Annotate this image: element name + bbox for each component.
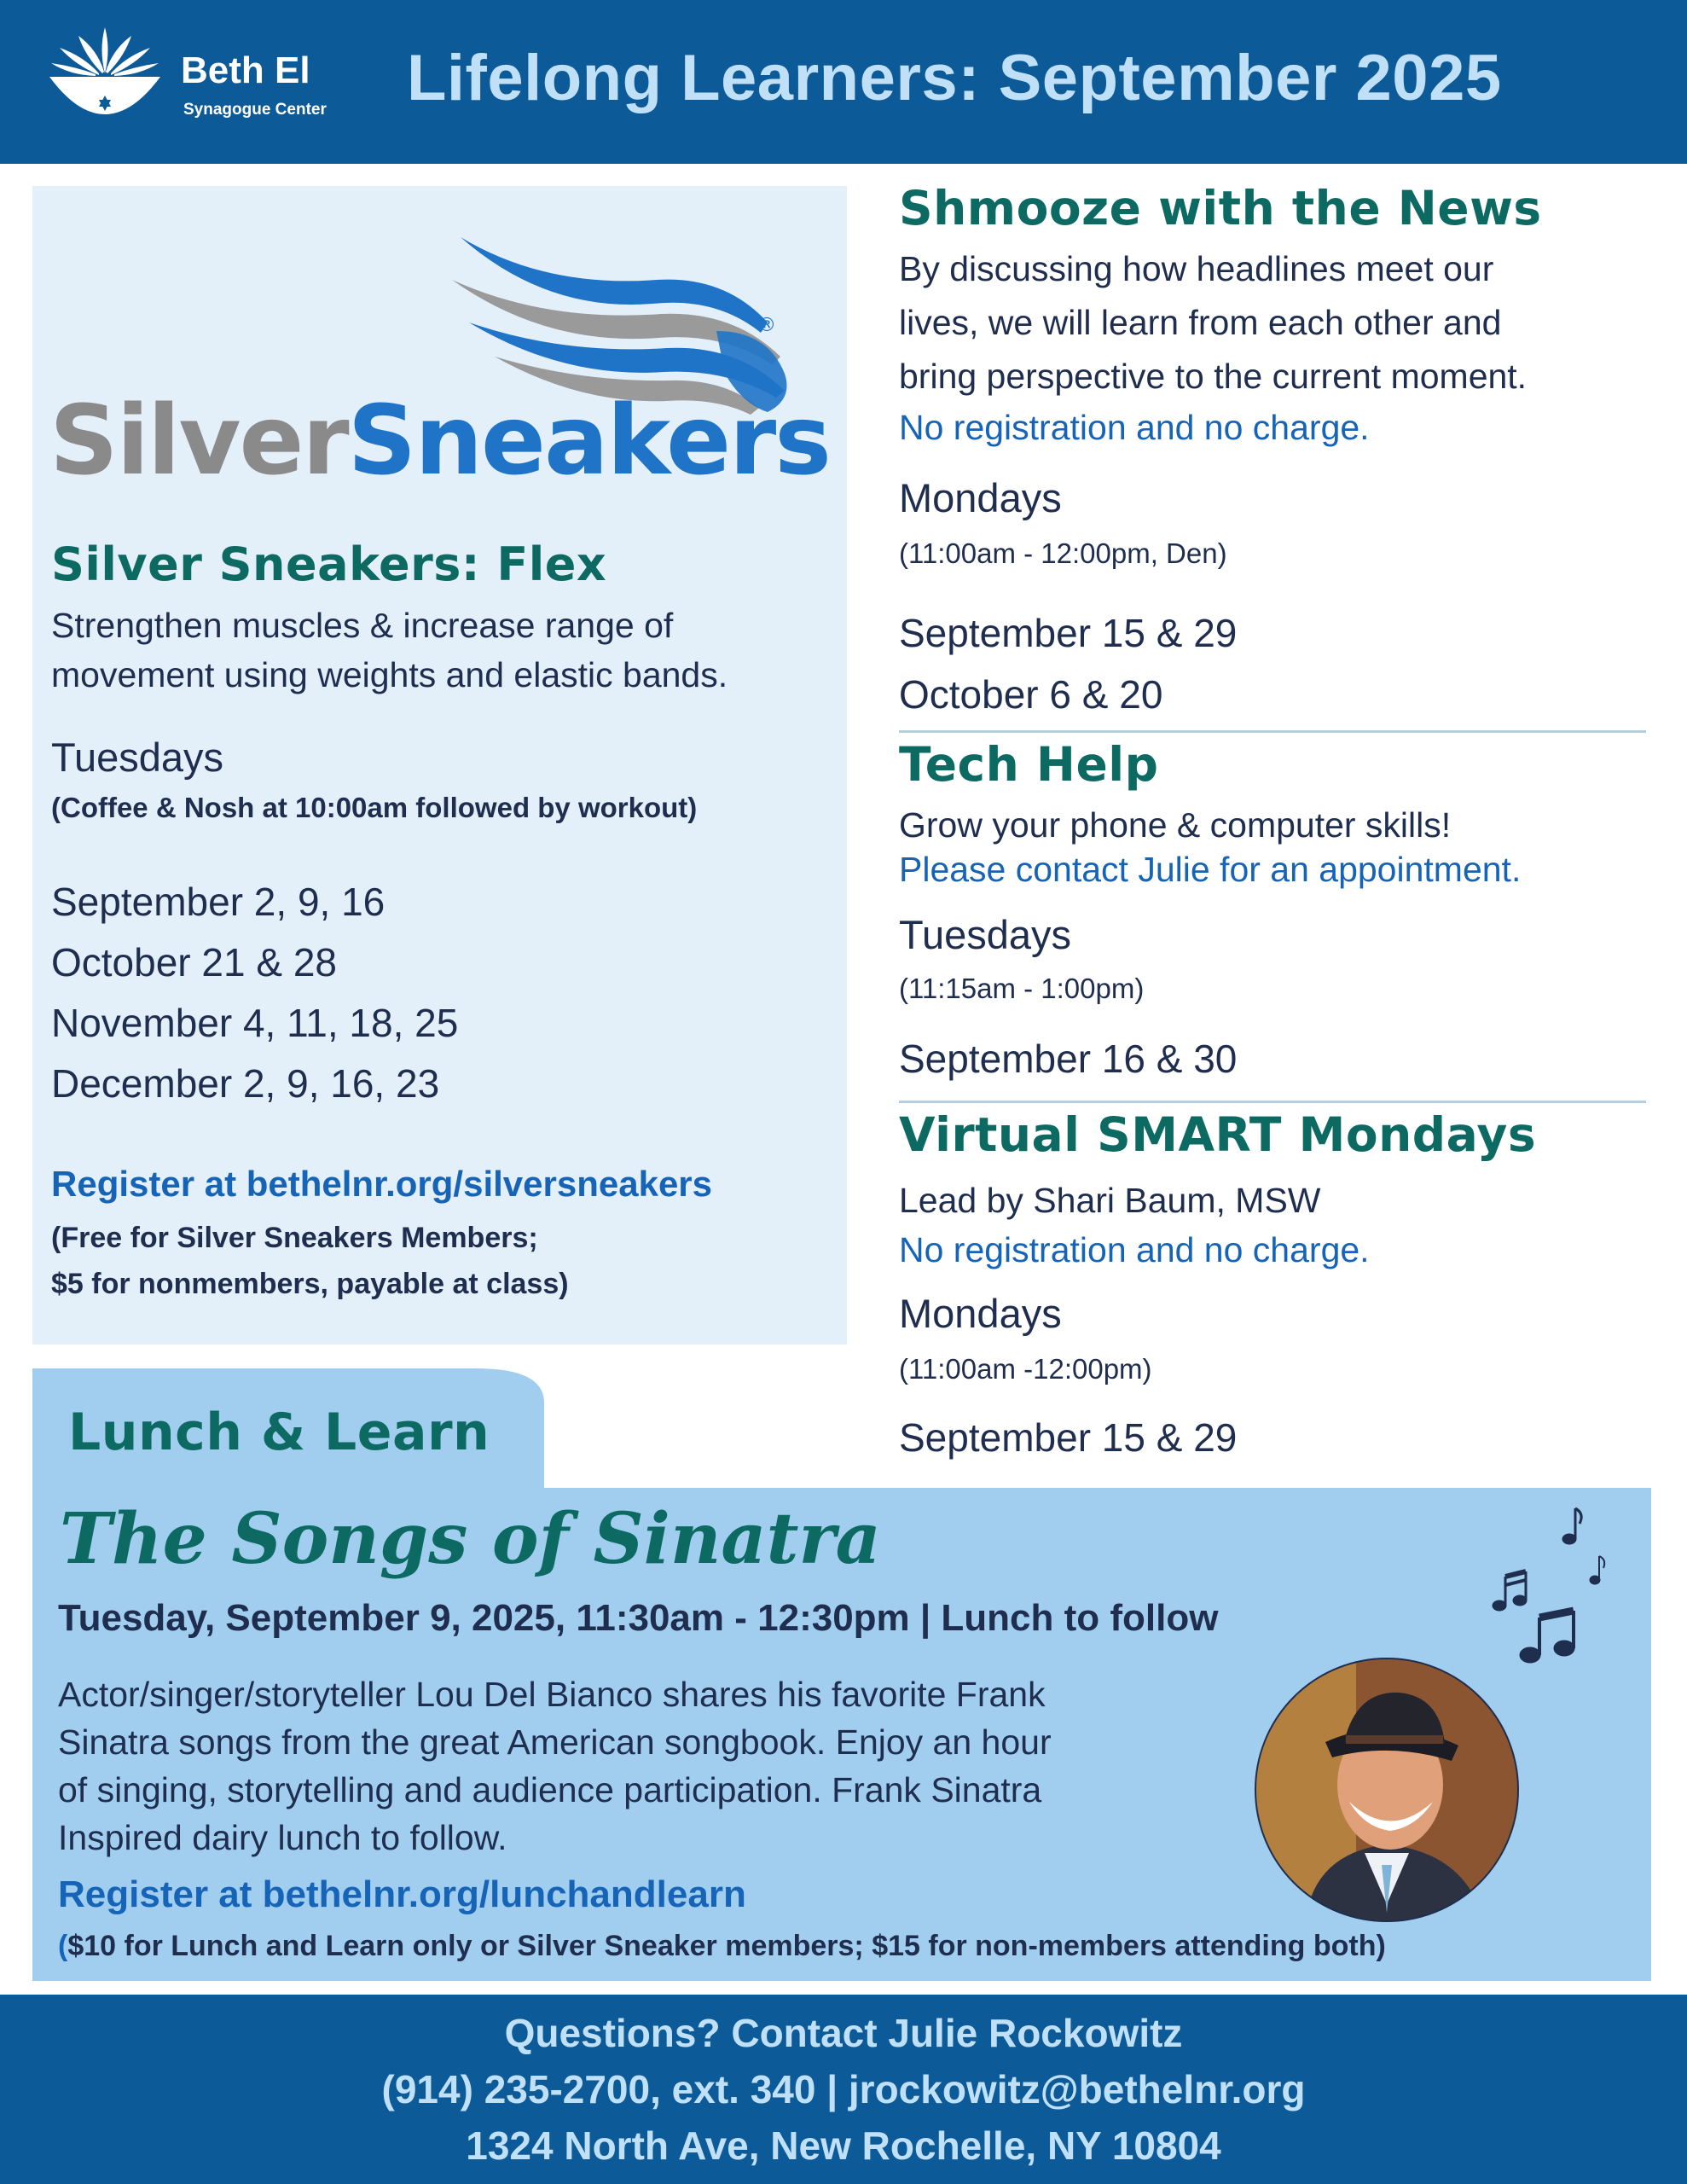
shmooze-note: No registration and no charge. [899,408,1370,447]
org-name: Beth El [181,49,310,91]
tech-help-note: Please contact Julie for an appointment. [899,850,1522,889]
lunch-desc-line: Actor/singer/storyteller Lou Del Bianco shares his favorite Frank [58,1675,1046,1714]
lunch-desc-line: of singing, storytelling and audience participation. Frank Sinatra [58,1770,1042,1809]
date-line: September 15 & 29 [899,611,1238,655]
lunch-when: Tuesday, September 9, 2025, 11:30am - 12:30pm | Lunch to follow [58,1597,1219,1639]
smart-desc: Lead by Shari Baum, MSW [899,1181,1321,1220]
lunch-desc-line: Sinatra songs from the great American songbook. Enjoy an hour [58,1722,1052,1762]
silver-sneakers-desc [51,601,728,700]
shmooze-desc-line: lives, we will learn from each other and [899,303,1502,342]
fee-line: (Free for Silver Sneakers Members; [51,1222,538,1254]
lunch-title: The Songs of Sinatra [60,1498,881,1580]
tech-help-desc: Grow your phone & computer skills! [899,805,1452,845]
beth-el-logo-icon [44,24,165,136]
lunch-register-link[interactable]: Register at bethelnr.org/lunchandlearn [58,1873,746,1915]
footer-contact-line: Questions? Contact Julie Rockowitz [504,2011,1183,2055]
silver-sneakers-register-link[interactable]: Register at bethelnr.org/silversneakers [51,1164,713,1204]
tech-help-time: (11:15am - 1:00pm) [899,973,1145,1004]
date-line: December 2, 9, 16, 23 [51,1061,440,1106]
org-subtitle: Synagogue Center [183,101,327,119]
tech-help-day: Tuesdays [899,912,1072,957]
fee-text: $10 for Lunch and Learn only or Silver Sneaker members; $15 for non-members attending both) [67,1930,1386,1962]
lunch-fee [58,1930,1386,1963]
lunch-desc-line: Inspired dairy lunch to follow. [58,1818,507,1857]
tech-help-heading: Tech Help [899,737,1159,792]
page-title: Lifelong Learners: September 2025 [407,42,1502,114]
silver-desc-line: movement using weights and elastic bands. [51,655,728,694]
divider [899,1101,1646,1103]
divider [899,730,1646,733]
music-notes-icon [1475,1498,1620,1669]
smart-time: (11:00am -12:00pm) [899,1353,1152,1385]
sinatra-portrait [1254,1657,1520,1923]
smart-day: Mondays [899,1291,1062,1336]
date-line: October 6 & 20 [899,672,1163,717]
smart-dates: September 15 & 29 [899,1415,1238,1460]
date-line: November 4, 11, 18, 25 [51,1001,459,1045]
silver-sneakers-heading: Silver Sneakers: Flex [51,537,607,591]
wordmark-sneakers: Sneakers [347,386,830,497]
tech-help-dates: September 16 & 30 [899,1037,1238,1081]
shmooze-time: (11:00am - 12:00pm, Den) [899,537,1227,569]
shmooze-desc [899,242,1527,404]
shmooze-desc-line: bring perspective to the current moment. [899,357,1528,396]
smart-heading: Virtual SMART Mondays [899,1107,1537,1162]
smart-note: No registration and no charge. [899,1230,1370,1269]
date-line: October 21 & 28 [51,940,337,985]
fee-line: $5 for nonmembers, payable at class) [51,1268,569,1300]
silversneakers-wordmark [49,386,830,497]
lunch-desc [58,1670,1052,1862]
silver-sneakers-dates [51,872,458,1114]
registered-mark: ® [757,315,776,336]
shmooze-dates [899,602,1237,725]
shmooze-day: Mondays [899,475,1062,520]
wordmark-silver: Silver [49,386,348,497]
silver-sneakers-fee [51,1215,569,1307]
silver-desc-line: Strengthen muscles & increase range of [51,606,674,645]
shmooze-desc-line: By discussing how headlines meet our [899,249,1494,288]
fee-open-paren: ( [58,1930,68,1962]
date-line: September 2, 9, 16 [51,880,386,924]
silver-sneakers-note: (Coffee & Nosh at 10:00am followed by workout) [51,792,698,823]
footer-address: 1324 North Ave, New Rochelle, NY 10804 [466,2123,1221,2168]
footer-phone-email[interactable]: (914) 235-2700, ext. 340 | jrockowitz@bethelnr.org [381,2067,1306,2111]
lunch-tab-label: Lunch & Learn [68,1403,490,1462]
footer-banner [0,1995,1687,2184]
shmooze-heading: Shmooze with the News [899,181,1542,235]
silver-sneakers-day: Tuesdays [51,735,224,780]
